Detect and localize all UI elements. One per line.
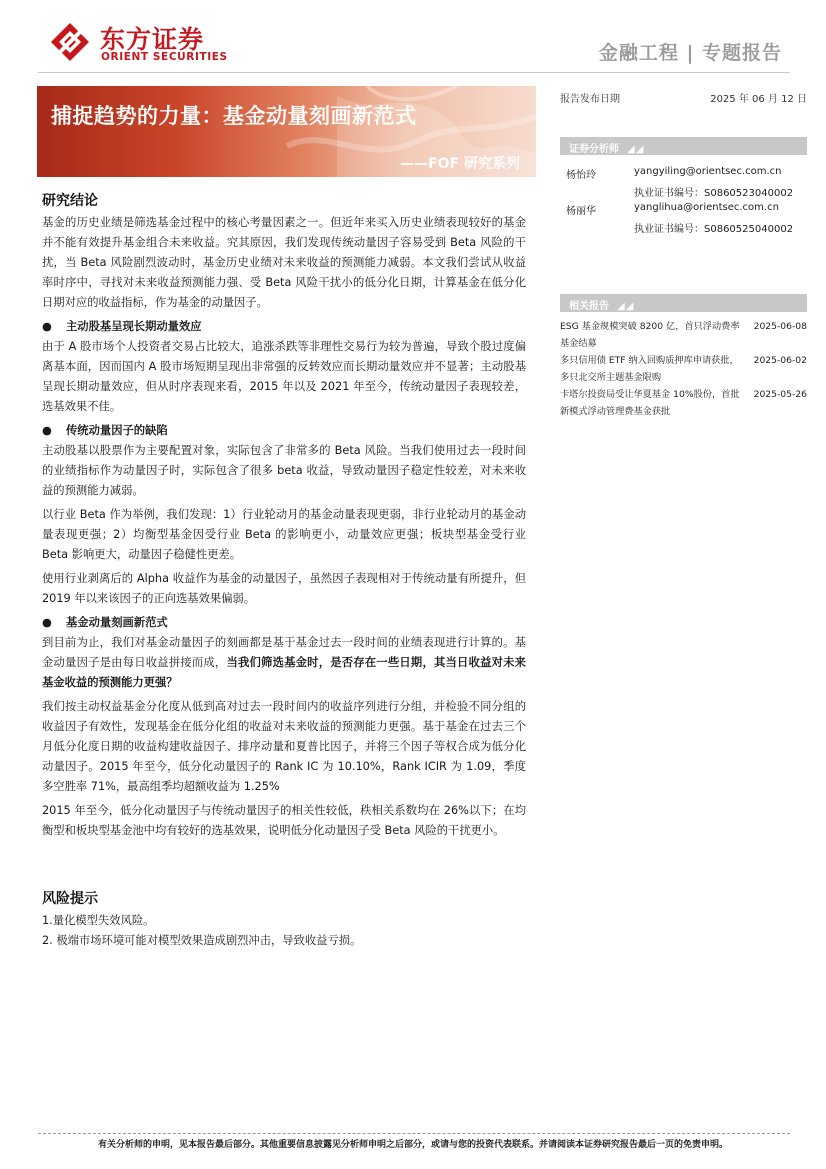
bullet-dot-icon: ● — [42, 320, 52, 333]
related-report-date: 2025-06-08 — [753, 321, 807, 332]
footer-divider — [38, 1133, 790, 1134]
bullet-dot-icon: ● — [42, 616, 52, 629]
report-title: 捕捉趋势的力量：基金动量刻画新范式 — [51, 104, 417, 128]
analyst-email[interactable]: yanglihua@orientsec.com.cn — [634, 202, 779, 213]
related-report-title[interactable]: 卡塔尔投资局受让华夏基金 10%股份，首批新模式浮动管理费基金获批 — [560, 389, 740, 417]
header-divider — [38, 72, 790, 73]
related-report-title[interactable]: 多只信用债 ETF 纳入回购质押库申请获批，多只北交所主题基金限购 — [560, 355, 739, 383]
paragraph: 使用行业剥离后的 Alpha 收益作为基金的动量因子，虽然因子表现相对于传统动量有所提升，但 2019 年以来该因子的正向选基效果偏弱。 — [42, 572, 526, 605]
title-banner — [37, 86, 536, 177]
main-content — [42, 190, 526, 841]
paragraph: 主动股基以股票作为主要配置对象，实际包含了非常多的 Beta 风险。当我们使用过去一段时间的业绩指标作为动量因子时，实际包含了很多 beta 收益，导致动量因子稳定性较差，对未来收益的预测能力减弱。 — [42, 444, 526, 497]
risk-title: 风险提示 — [42, 891, 98, 907]
logo-text-en: ORIENT SECURITIES — [101, 51, 228, 63]
related-report-date: 2025-05-26 — [753, 389, 807, 400]
bullet-dot-icon: ● — [42, 424, 52, 437]
analyst-name: 杨怡玲 — [566, 170, 596, 181]
bullet-heading: ● 主动股基呈现长期动量效应 — [42, 317, 526, 337]
paragraph: 2015 年至今，低分化动量因子与传统动量因子的相关性较低，秩相关系数均在 26%以下；在均衡型和板块型基金池中均有较好的选基效果，说明低分化动量因子受 Beta 风险的干扰更小。 — [42, 804, 526, 837]
bullet-heading: ● 基金动量刻画新范式 — [42, 613, 526, 633]
risk-item: 1.量化模型失效风险。 — [42, 914, 155, 927]
report-type: 金融工程 | 专题报告 — [598, 42, 782, 64]
logo-text-cn: 东方证券 — [100, 25, 205, 54]
risk-section — [42, 888, 526, 951]
conclusion-title: 研究结论 — [42, 193, 98, 209]
analyst-license: 执业证书编号：S0860525040002 — [634, 224, 794, 235]
related-reports-heading: 相关报告 ◢◢ — [560, 294, 807, 312]
company-logo — [50, 20, 230, 64]
bullet-heading: ● 传统动量因子的缺陷 — [42, 421, 526, 441]
publication-date-label: 报告发布日期 — [560, 94, 620, 105]
paragraph: 我们按主动权益基金分化度从低到高对过去一段时间内的收益序列进行分组，并检验不同分组的收益因子有效性，发现基金在低分化组的收益对未来收益的预测能力更强。基于基金在过去三个月低分化度日期的收益构建收益因子、排序动量和夏普比因子，并将三个因子等权合成为低分化动量因子。2015 年至今，低分化动量因子的 Rank IC 为 10.10%，Rank ICIR 为 1.09，季度多空胜率 71%，最高组季均超额收益为 1.25% — [42, 700, 526, 793]
report-series: ——FOF 研究系列 — [400, 156, 520, 172]
publication-date: 2025 年 06 月 12 日 — [710, 94, 807, 105]
footer-disclaimer: 有关分析师的申明，见本报告最后部分。其他重要信息披露见分析师申明之后部分，或请与您的投资代表联系。并请阅读本证券研究报告最后一页的免责申明。 — [97, 1140, 728, 1150]
paragraph: 以行业 Beta 作为举例，我们发现：1）行业轮动月的基金动量表现更弱，非行业轮动月的基金动量表现更强；2）均衡型基金因受行业 Beta 的影响更小，动量效应更强；板块型基金受行业 Beta 影响更大，动量因子稳健性更差。 — [42, 508, 526, 561]
related-report-date: 2025-06-02 — [753, 355, 807, 366]
paragraph: 到目前为止，我们对基金动量因子的刻画都是基于基金过去一段时间的业绩表现进行计算的。基金动量因子是由每日收益拼接而成，当我们筛选基金时，是否存在一些日期，其当日收益对未来基金收益的预测能力更强？ — [42, 636, 526, 689]
analyst-name: 杨丽华 — [566, 206, 596, 217]
paragraph: 由于 A 股市场个人投资者交易占比较大，追涨杀跌等非理性交易行为较为普遍，导致个股过度偏离基本面，因而国内 A 股市场短期呈现出非常强的反转效应而长期动量效应并不显著；主动股基呈现长期动量效应，但从时序表现来看，2015 年以及 2021 年至今，传统动量因子表现较差，选基效果不佳。 — [42, 340, 526, 413]
analyst-email[interactable]: yangyiling@orientsec.com.cn — [634, 166, 782, 177]
emphasis-question: 当我们筛选基金时，是否存在一些日期，其当日收益对未来基金收益的预测能力更强？ — [42, 656, 526, 689]
risk-item: 2. 极端市场环境可能对模型效果造成剧烈冲击，导致收益亏损。 — [42, 934, 362, 947]
analyst-license: 执业证书编号：S0860523040002 — [634, 188, 794, 199]
related-report-title[interactable]: ESG 基金规模突破 8200 亿，首只浮动费率基金结募 — [560, 321, 740, 349]
intro-paragraph: 基金的历史业绩是筛选基金过程中的核心考量因素之一。但近年来买入历史业绩表现较好的基金并不能有效提升基金组合未来收益。究其原因，我们发现传统动量因子容易受到 Beta 风险的干扰，当 Beta 风险剧烈波动时，基金历史业绩对未来收益的预测能力减弱。本文我们尝试从收益率时序中，寻找对未来收益预测能力强、受 Beta 风险干扰小的低分化日期，计算基金在低分化日期对应的收益指标，作为基金的动量因子。 — [42, 216, 526, 309]
analysts-heading: 证券分析师 ◢◢ — [560, 137, 807, 155]
orient-logo-icon — [50, 22, 90, 62]
